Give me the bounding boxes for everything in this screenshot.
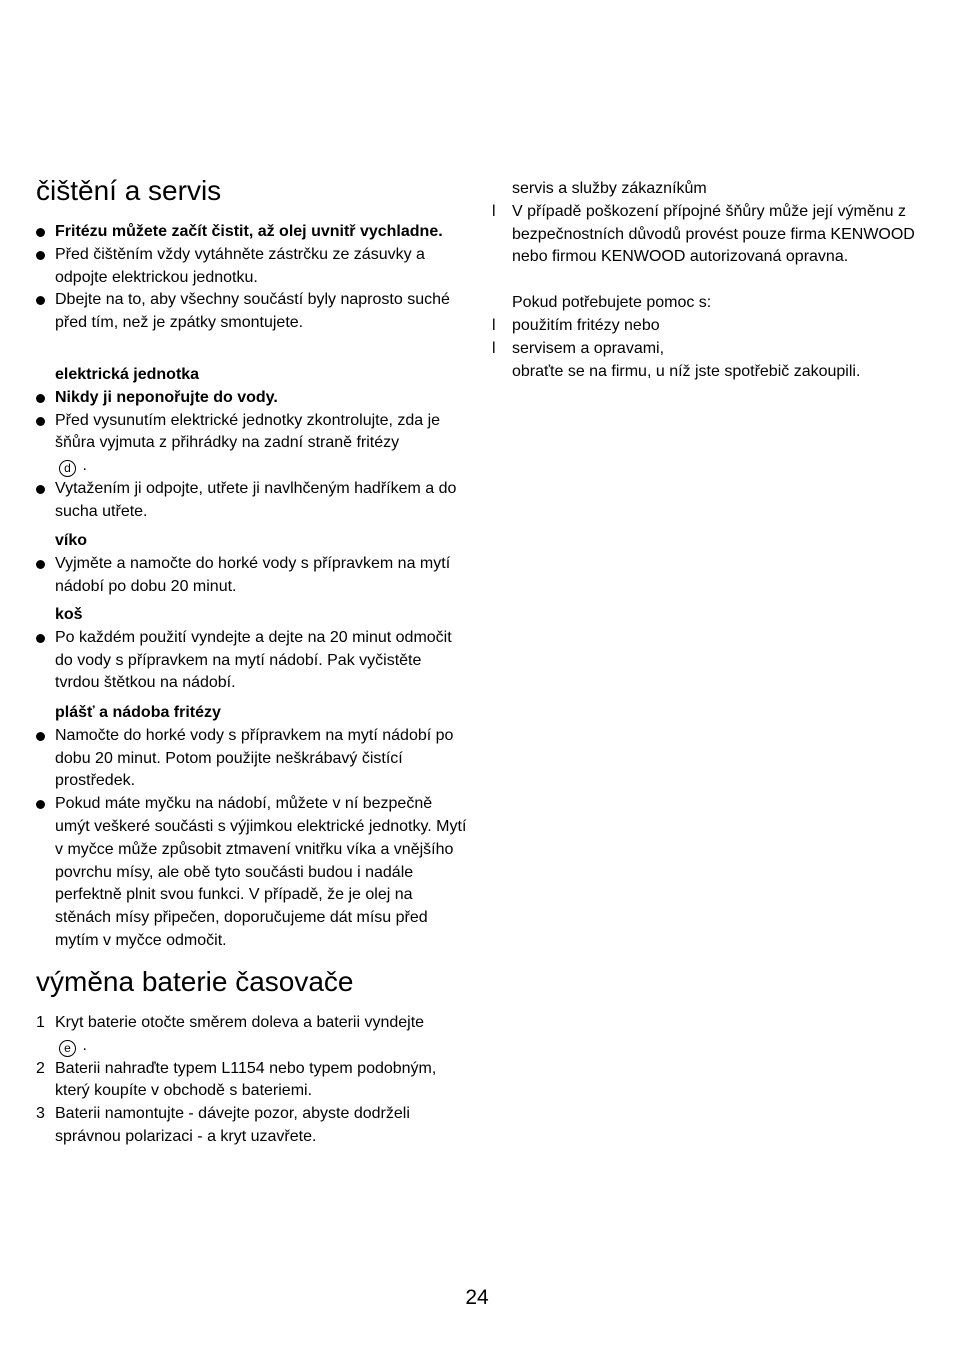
subsection-heading: víko (55, 532, 88, 549)
bullet-icon (36, 634, 45, 643)
step-number: 1 (36, 1014, 45, 1031)
body-subsection (36, 702, 468, 953)
list-item: l V případě poškození přípojné šňůry může její výměnu z bezpečnostních důvodů provést pouze firma KENWOOD nebo firmou KENWOOD autorizovaná opravna. (492, 202, 915, 266)
list-marker: l (492, 316, 496, 334)
list-marker: l (492, 339, 496, 357)
bullet-icon (36, 417, 45, 426)
service-heading: servis a služby zákazníkům (512, 180, 707, 197)
list-item: Pokud máte myčku na nádobí, můžete v ní bezpečně umýt veškeré součásti s výjimkou elektrické jednotky. Mytí v myčce může způsobit ztmavení vnitřku víka a vnějšího povrchu mísy, ale obě tyto součásti budou i nadále perfektně plnit svou funkci. V případě, že je olej na stěnách mísy připečen, doporučujeme dát mísu před mytím v myčce odmočit. (36, 793, 468, 953)
section-title-battery: výměna baterie časovače (36, 966, 354, 997)
bullet-icon (36, 228, 45, 237)
bullet-icon (36, 560, 45, 569)
list-item: Nikdy ji neponořujte do vody. (36, 387, 468, 410)
list-item: l servisem a opravami, (490, 338, 930, 361)
list-item: Dbejte na to, aby všechny součástí byly naprosto suché před tím, než je zpátky smontujete. (36, 289, 468, 335)
lid-subsection (36, 530, 468, 598)
list-item: Namočte do horké vody s přípravkem na mytí nádobí po dobu 20 minut. Potom použijte neškrábavý čistící prostředek. (36, 725, 468, 793)
figure-ref-e-icon: e (59, 1040, 76, 1057)
service-section (490, 178, 930, 383)
cleaning-intro-list (36, 221, 468, 335)
bullet-icon (36, 296, 45, 305)
help-intro: Pokud potřebujete pomoc s: (512, 294, 712, 312)
list-item: l použitím fritézy nebo (490, 315, 930, 338)
step-number: 3 (36, 1105, 45, 1123)
page-number: 24 (465, 1286, 489, 1309)
step-number: 2 (36, 1059, 45, 1077)
list-item: Vytažením ji odpojte, utřete ji navlhčeným hadříkem a do sucha utřete. (36, 478, 468, 524)
list-item: Po každém použití vyndejte a dejte na 20 minut odmočit do vody s přípravkem na mytí nádobí. Pak vyčistěte tvrdou štětkou na nádobí. (36, 627, 468, 695)
list-item: Vyjměte a namočte do horké vody s přípravkem na mytí nádobí po dobu 20 minut. (36, 553, 468, 599)
subsection-heading: koš (55, 606, 83, 623)
list-item: 2 Baterii nahraďte typem L1154 nebo typem podobným, který koupíte v obchodě s bateriemi. (36, 1059, 437, 1100)
battery-steps (36, 1012, 468, 1149)
subsection-heading: plášť a nádoba fritézy (55, 704, 221, 721)
subsection-heading: elektrická jednotka (55, 366, 200, 383)
list-item: Před vysunutím elektrické jednotky zkontrolujte, zda je šňůra vyjmuta z přihrádky na zadní straně fritézy d . (36, 410, 468, 478)
basket-subsection (36, 604, 468, 695)
bullet-icon (36, 800, 45, 809)
bullet-icon (36, 485, 45, 494)
bullet-icon (36, 394, 45, 403)
list-item: Před čištěním vždy vytáhněte zástrčku ze zásuvky a odpojte elektrickou jednotku. (36, 244, 468, 290)
list-item: Fritézu můžete začít čistit, až olej uvnitř vychladne. (36, 221, 468, 244)
unit-subsection (36, 364, 468, 524)
bullet-icon (36, 732, 45, 741)
list-item: 3 Baterii namontujte - dávejte pozor, abyste dodrželi správnou polarizaci - a kryt uzavřete. (36, 1105, 410, 1145)
bullet-icon (36, 251, 45, 260)
list-item: 1 Kryt baterie otočte směrem doleva a baterii vyndejte e . (36, 1014, 425, 1055)
list-marker: l (492, 202, 496, 220)
section-title-cleaning: čištění a servis (36, 175, 222, 206)
figure-ref-d-icon: d (59, 460, 76, 477)
help-outro: obraťte se na firmu, u níž jste spotřebič zakoupili. (512, 362, 861, 380)
